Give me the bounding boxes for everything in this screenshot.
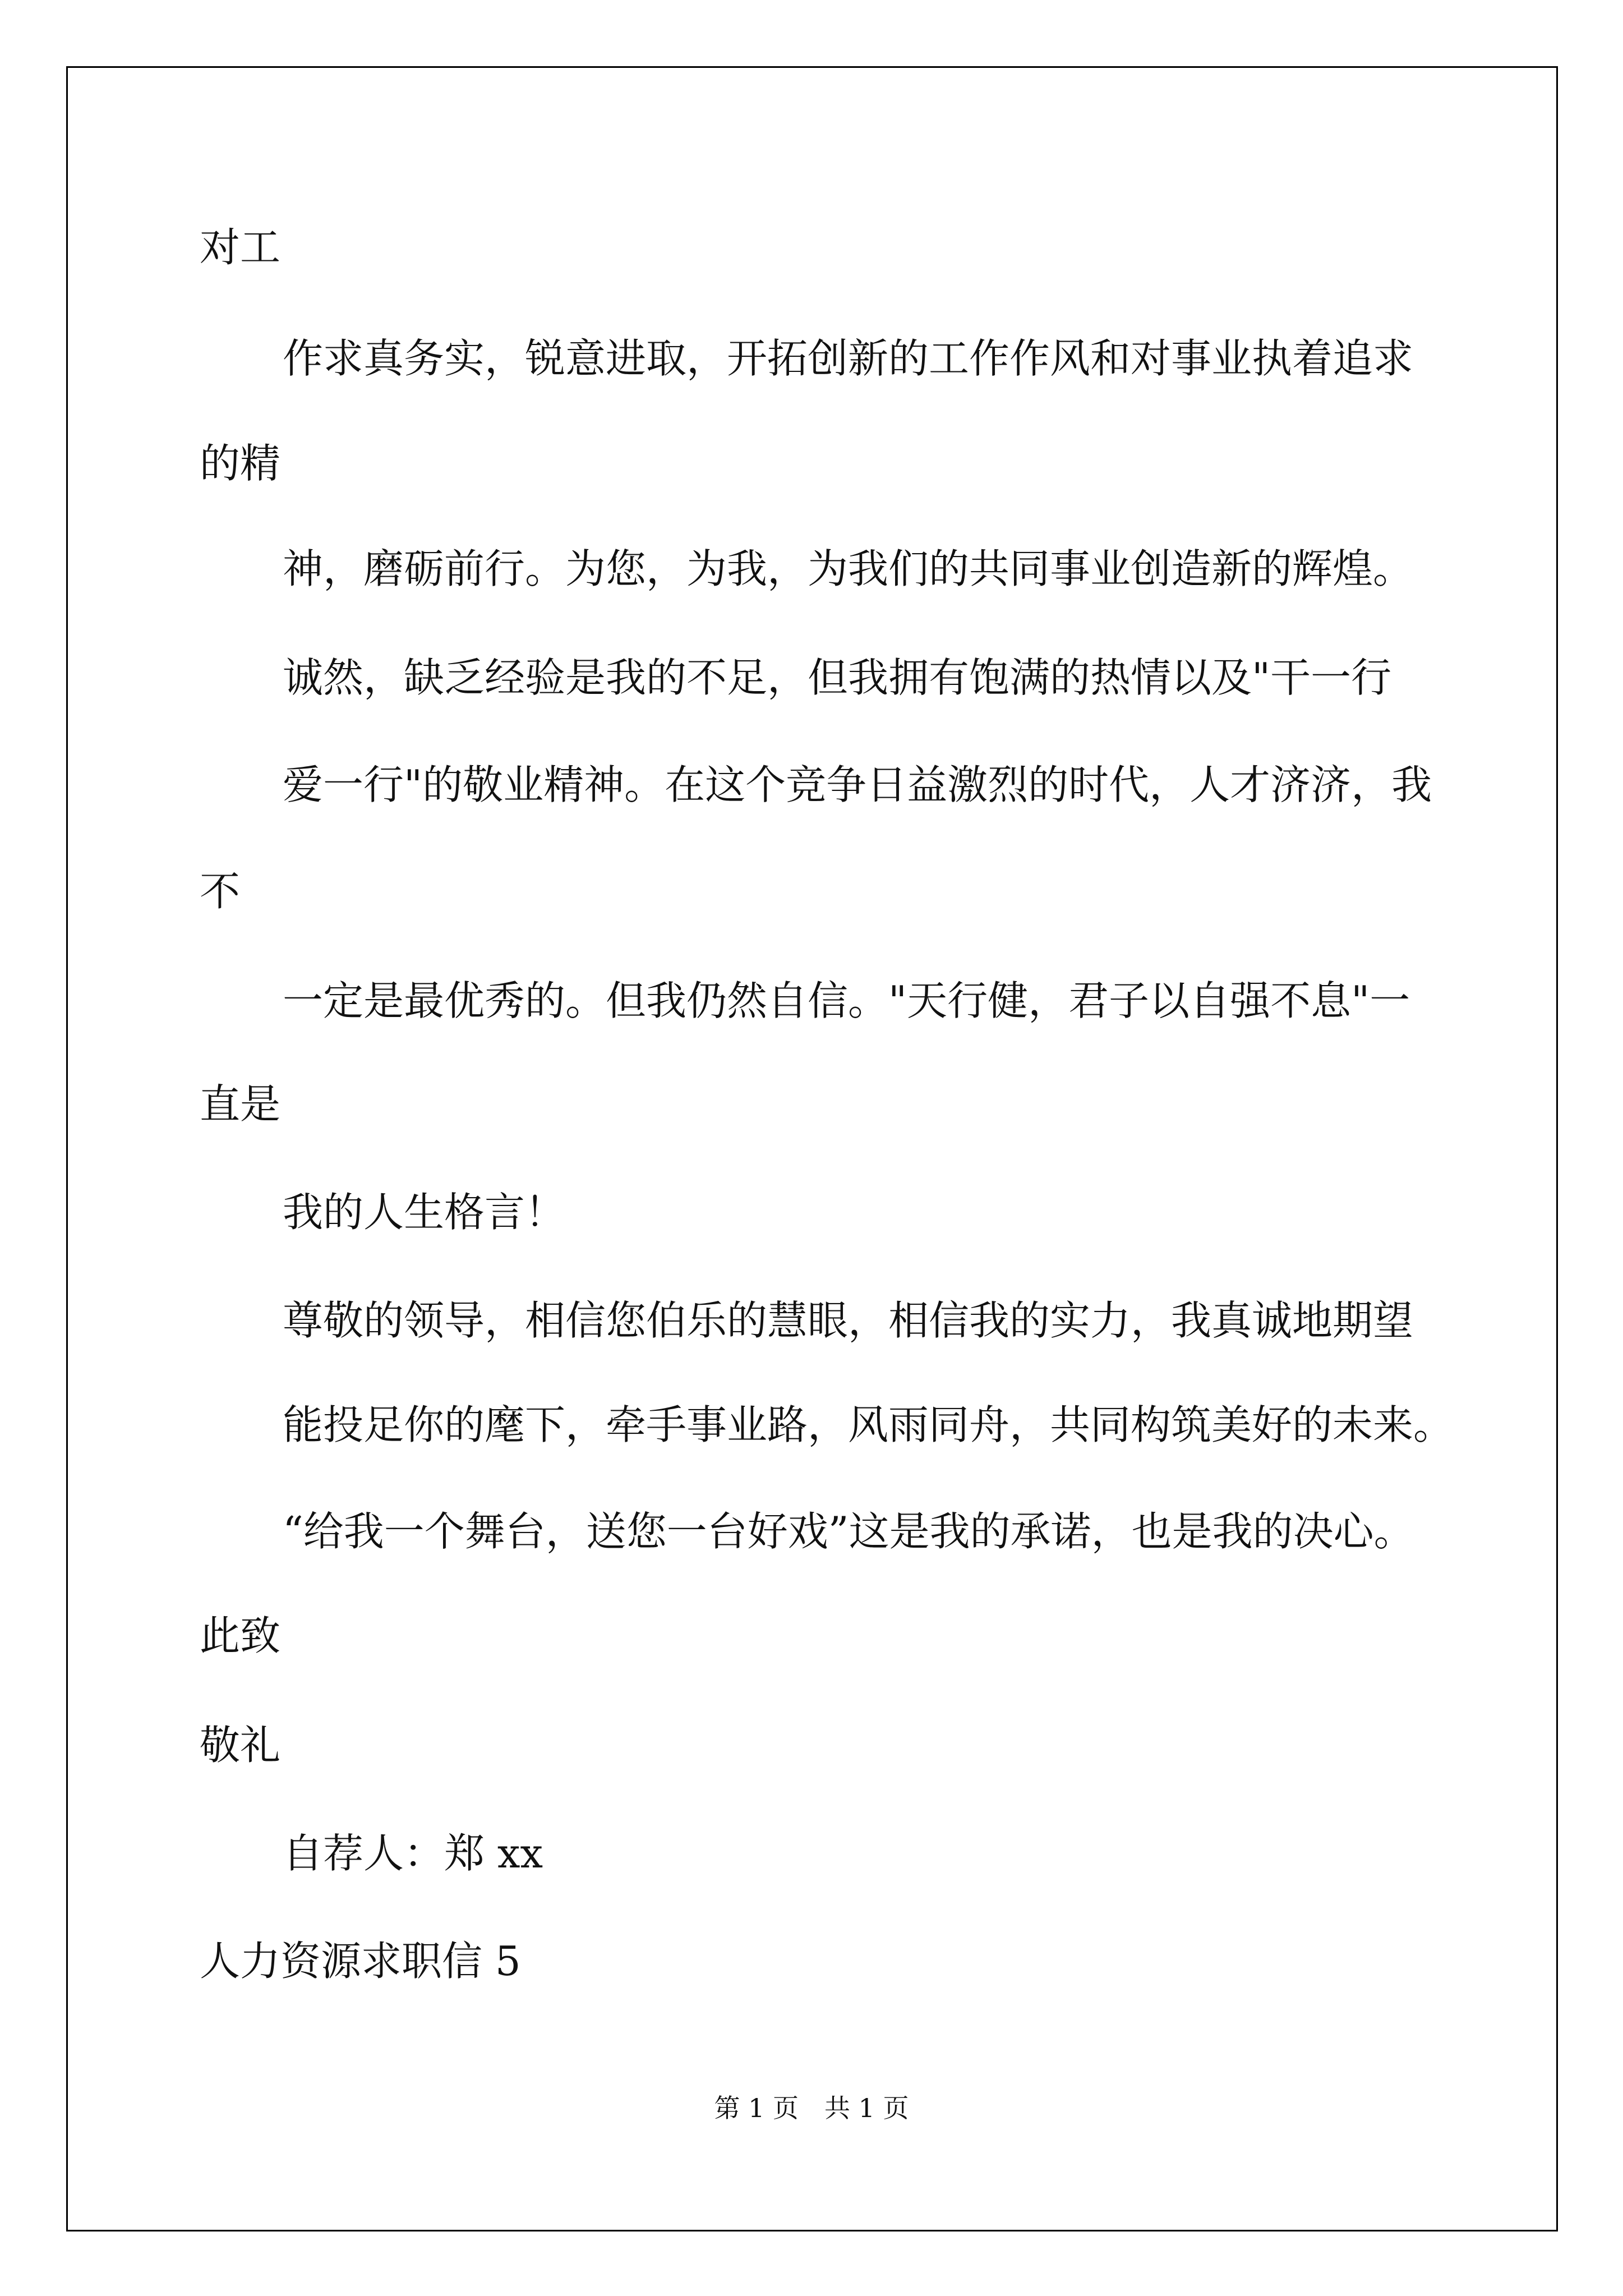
text-line: 诚然，缺乏经验是我的不足，但我拥有饱满的热情以及"干一行 xyxy=(283,654,1392,701)
text-line: 此致 xyxy=(200,1612,281,1659)
text-line: 我的人生格言！ xyxy=(283,1189,566,1236)
text-line: 敬礼 xyxy=(200,1722,281,1769)
text-line: 一定是最优秀的。但我仍然自信。"天行健，君子以自强不息"一 xyxy=(283,977,1410,1024)
text-line: “给我一个舞台，送您一台好戏”这是我的承诺，也是我的决心。 xyxy=(283,1508,1414,1555)
text-line: 能投足你的麾下，牵手事业路，风雨同舟，共同构筑美好的未来。 xyxy=(283,1401,1454,1448)
text-line: 神，磨砺前行。为您，为我，为我们的共同事业创造新的辉煌。 xyxy=(283,545,1414,592)
text-line: 的精 xyxy=(200,440,281,487)
text-line: 作求真务实，锐意进取，开拓创新的工作作风和对事业执着追求 xyxy=(283,335,1414,382)
text-line: 尊敬的领导，相信您伯乐的慧眼，相信我的实力，我真诚地期望 xyxy=(283,1297,1414,1344)
text-line: 爱一行"的敬业精神。在这个竞争日益激烈的时代，人才济济，我 xyxy=(283,761,1432,808)
text-line: 不 xyxy=(200,868,241,915)
page-footer: 第 1 页 共 1 页 xyxy=(714,2093,909,2123)
signature-line: 自荐人：郑 xx xyxy=(283,1830,543,1877)
page-border xyxy=(66,66,1558,2231)
text-line: 直是 xyxy=(200,1080,281,1128)
section-heading: 人力资源求职信 5 xyxy=(200,1938,521,1985)
text-line: 对工 xyxy=(200,224,281,271)
